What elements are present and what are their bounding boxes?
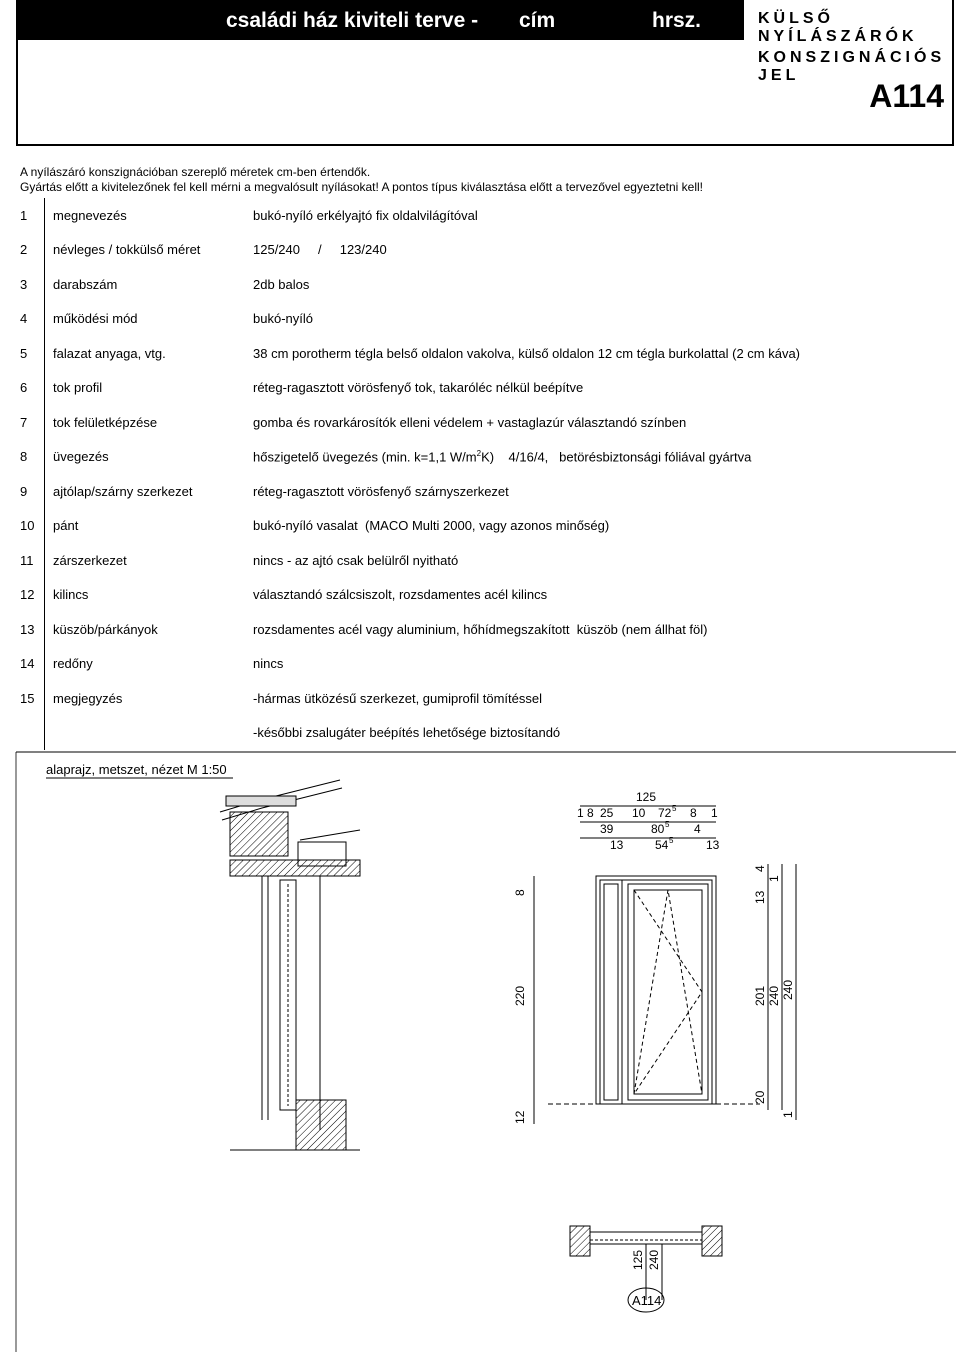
row-number: 13 [16,612,45,647]
dim-text: 80 [651,822,665,836]
dim-text: 20 [753,1090,767,1104]
row-value: gomba és rovarkárosítók elleni védelem + vastaglazúr választandó színben [253,414,687,430]
row-number: 1 [16,198,45,233]
dim-text: 54 [655,838,669,852]
dim-text: 1 [577,806,584,820]
row-value: választandó szálcsiszolt, rozsdamentes acél kilincs [253,587,548,603]
dim-text: 25 [600,806,614,820]
dim-text: 5 [669,836,674,845]
row-value: 2db balos [253,276,310,292]
row-number: 7 [16,405,45,440]
row-label: küszöb/párkányok [53,621,158,637]
row-label: ajtólap/szárny szerkezet [53,483,193,499]
row-number: 11 [16,543,45,578]
row-value-part: K) 4/16/4, betörésbiztonsági fóliával gyártva [481,449,752,465]
sign-label: KONSZIGNÁCIÓS JEL [758,49,946,84]
row-value: réteg-ragasztott vörösfenyő szárnyszerkezet [253,483,509,499]
row-value: nincs [253,656,284,672]
dim-text: 13 [753,890,767,904]
row-value-part: hőszigetelő üvegezés (min. k=1,1 W/m [253,449,477,465]
row-number: 14 [16,647,45,682]
drawing-tag: A114 [632,1293,662,1308]
dim-text: 5 [672,804,677,813]
dim-text: 13 [610,838,624,852]
row-label: tok profil [53,380,103,396]
row-number: 3 [16,267,45,302]
category-label: KÜLSŐ NYÍLÁSZÁRÓK [758,10,918,45]
row-label: üvegezés [53,449,109,465]
row-label: működési mód [53,311,138,327]
dim-text: 8 [513,889,527,896]
dim-text: 1 [781,1111,795,1118]
dim-text: 8 [587,806,594,820]
row-value-sup: 2 [476,449,482,459]
dim-text: 4 [694,822,701,836]
row-label: névleges / tokkülső méret [53,242,201,258]
row-number: 9 [16,474,45,509]
row-label: kilincs [53,587,89,603]
dim-text: 10 [632,806,646,820]
row-number: 12 [16,578,45,613]
row-number: 5 [16,336,45,371]
row-value: rozsdamentes acél vagy aluminium, hőhídmegszakított küszöb (nem állhat föl) [253,621,708,637]
row-value: bukó-nyíló vasalat (MACO Multi 2000, vagy azonos minőség) [253,518,610,534]
row-number: 8 [16,440,45,475]
elevation-view [534,806,796,1124]
dim-text: 1 [767,875,781,882]
section-view [220,780,360,1150]
row-value: nincs - az ajtó csak belülről nyitható [253,552,459,568]
row-value: 125/240 / 123/240 [253,242,387,258]
lot-number-label: hrsz. [652,9,702,32]
row-number: 10 [16,509,45,544]
row-label: megjegyzés [53,690,123,706]
row-label: pánt [53,518,79,534]
item-code: A114 [869,78,944,114]
dim-text: 240 [767,985,781,1006]
figure-title: alaprajz, metszet, nézet M 1:50 [46,762,227,777]
dim-text: 220 [513,985,527,1006]
row-value: bukó-nyíló [253,311,313,327]
dim-text: 72 [658,806,672,820]
row-label: falazat anyaga, vtg. [53,345,166,361]
row-number: 15 [16,681,45,716]
dim-text: 8 [690,806,697,820]
dim-width-total: 125 [636,790,657,804]
dim-text: 5 [665,820,670,829]
dim-text: 39 [600,822,614,836]
row-label: tok felületképzése [53,414,158,430]
row-number: 6 [16,371,45,406]
row-value: 38 cm porotherm tégla belső oldalon vakolva, külső oldalon 12 cm tégla burkolattal (2 cm káva) [253,345,801,361]
dim-text: 201 [753,985,767,1006]
address-label: cím [519,9,556,32]
project-title: családi ház kiviteli terve - [226,9,479,32]
row-label: zárszerkezet [53,552,127,568]
row-value: -hármas ütközésű szerkezet, gumiprofil tömítéssel [253,690,542,706]
dim-text: 240 [781,979,795,1000]
row-number: 4 [16,302,45,337]
dim-text: 4 [753,865,767,872]
row-label: megnevezés [53,207,127,223]
row-label: darabszám [53,276,118,292]
row-value: réteg-ragasztott vörösfenyő tok, takaróléc nélkül beépítve [253,380,584,396]
dim-text: 1 [711,806,718,820]
dim-text: 240 [647,1249,661,1270]
dim-text: 12 [513,1110,527,1124]
note-line: A nyílászáró konszignációban szereplő méretek cm-ben értendők. [20,165,371,179]
row-value: -későbbi zsalugáter beépítés lehetősége biztosítandó [253,725,561,741]
dim-text: 125 [631,1249,645,1270]
row-value: bukó-nyíló erkélyajtó fix oldalvilágítóval [253,207,478,223]
row-number: 2 [16,233,45,268]
row-label: redőny [53,656,93,672]
dim-text: 13 [706,838,720,852]
note-line: Gyártás előtt a kivitelezőnek fel kell mérni a megvalósult nyílásokat! A pontos típus kiválasztása előtt a tervezővel egyeztetni kell! [20,180,704,194]
